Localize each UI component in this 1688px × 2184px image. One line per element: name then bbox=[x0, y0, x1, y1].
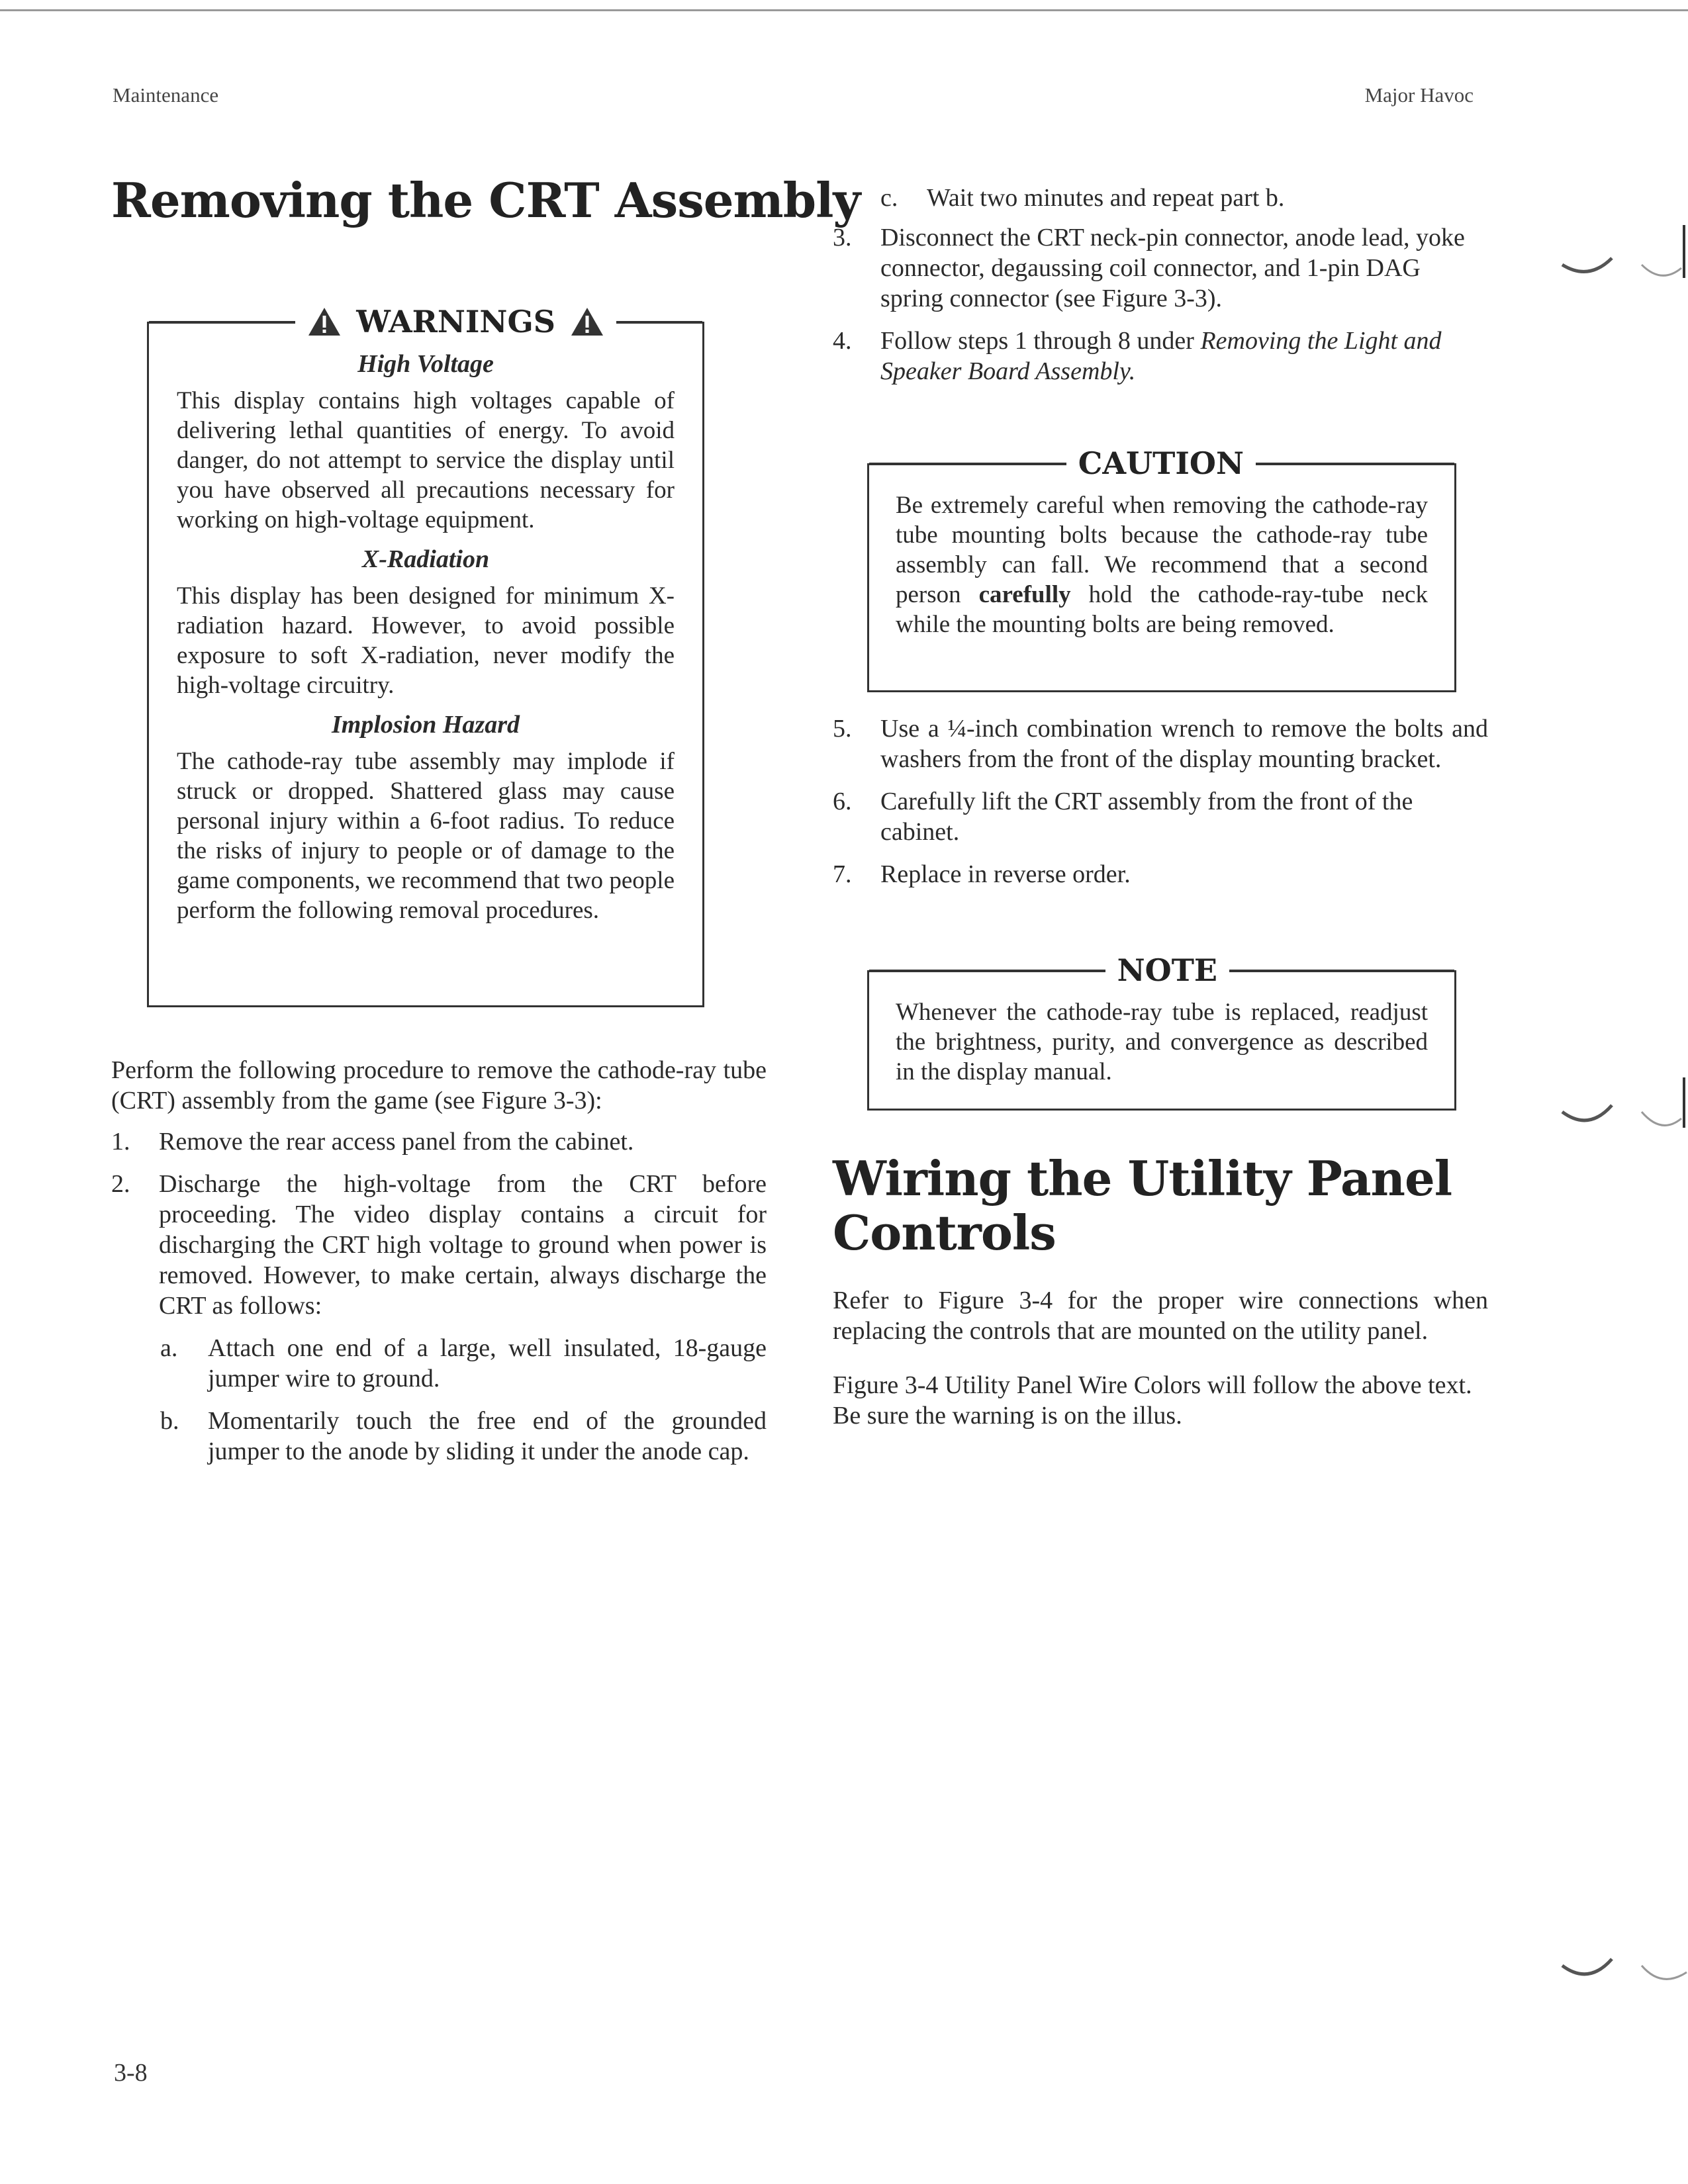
list-item: 1. Remove the rear access panel from the cabinet. bbox=[111, 1128, 634, 1156]
warnings-title: WARNINGS bbox=[295, 304, 616, 340]
warnings-title-row bbox=[149, 304, 702, 340]
caution-box bbox=[867, 445, 1456, 692]
note-title-row bbox=[869, 952, 1454, 988]
section-title-wiring: Wiring the Utility Panel Controls bbox=[833, 1150, 1452, 1261]
list-item: 4. Follow steps 1 through 8 under Removing the Light and Speaker Board Assembly. bbox=[833, 327, 1442, 385]
list-item: 7. Replace in reverse order. bbox=[833, 860, 1131, 888]
warnings-box bbox=[147, 304, 704, 1007]
right-steps-top bbox=[833, 183, 1488, 387]
list-item: 2. Discharge the high-voltage from the CRT before proceeding. The video display contains a circuit for discharging the CRT high voltage to ground when power is removed. However, to make certain, always discharge the CRT as follows: bbox=[111, 1170, 767, 1320]
caution-title-row bbox=[869, 445, 1454, 481]
running-header-left: Maintenance bbox=[113, 83, 219, 107]
warning-heading-high-voltage: High Voltage bbox=[357, 350, 494, 378]
list-item: 3. Disconnect the CRT neck-pin connector, anode lead, yoke connector, degaussing coil connector, and 1-pin DAG spring connector (see Figure 3-3). bbox=[833, 224, 1465, 312]
caution-text: Be extremely careful when removing the cathode-ray tube mounting bolts because the cathode-ray tube assembly can fall. We recommend that a second person carefully hold the cathode-ray-tube neck while the mounting bolts are being removed. bbox=[896, 492, 1428, 638]
caution-title: CAUTION bbox=[1066, 445, 1256, 481]
right-steps-mid bbox=[833, 713, 1488, 889]
note-box bbox=[867, 952, 1456, 1111]
figure-placeholder-note: Figure 3-4 Utility Panel Wire Colors will follow the above text. Be sure the warning is on the illus. bbox=[833, 1371, 1472, 1430]
warning-text-high-voltage: This display contains high voltages capable of delivering lethal quantities of energy. To avoid danger, do not attempt to service the display until you have observed all precautions necessary for working on high-voltage equipment. bbox=[177, 387, 675, 533]
binder-ring-mark bbox=[1556, 218, 1688, 311]
page-number: 3-8 bbox=[114, 2059, 148, 2087]
procedure-block bbox=[111, 1055, 767, 1467]
warnings-content bbox=[177, 346, 675, 925]
list-subitem: a. Attach one end of a large, well insulated, 18-gauge jumper wire to ground. bbox=[160, 1334, 767, 1392]
list-subitem: c. Wait two minutes and repeat part b. bbox=[880, 184, 1285, 212]
note-text: Whenever the cathode-ray tube is replaced, readjust the brightness, purity, and convergence as described in the display manual. bbox=[896, 999, 1428, 1085]
top-edge-rule bbox=[0, 9, 1688, 11]
procedure-intro: Perform the following procedure to remove the cathode-ray tube (CRT) assembly from the game (see Figure 3-3): bbox=[111, 1056, 767, 1115]
note-title: NOTE bbox=[1105, 952, 1229, 988]
list-item: 5. Use a ¼-inch combination wrench to remove the bolts and washers from the front of the display mounting bracket. bbox=[833, 715, 1488, 773]
running-header-right: Major Havoc bbox=[1364, 83, 1474, 107]
warning-triangle-icon bbox=[307, 306, 342, 337]
list-subitem: b. Momentarily touch the free end of the grounded jumper to the anode by sliding it under the anode cap. bbox=[160, 1407, 767, 1465]
warning-heading-implosion: Implosion Hazard bbox=[331, 711, 520, 739]
section-title: Removing the CRT Assembly bbox=[111, 172, 861, 228]
warning-text-x-radiation: This display has been designed for minimum X-radiation hazard. However, to avoid possible exposure to soft X-radiation, never modify the high-voltage circuitry. bbox=[177, 582, 675, 699]
binder-ring-mark bbox=[1556, 1072, 1688, 1158]
warning-heading-x-radiation: X-Radiation bbox=[361, 545, 490, 573]
wiring-paragraph: Refer to Figure 3-4 for the proper wire connections when replacing the controls that are mounted on the utility panel. bbox=[833, 1287, 1488, 1345]
warning-text-implosion: The cathode-ray tube assembly may implode if struck or dropped. Shattered glass may cause personal injury within a 6-foot radius. To reduce the risks of injury to people or of damage to the game components, we recommend that two people perform the following removal procedures. bbox=[177, 748, 675, 924]
warning-triangle-icon bbox=[570, 306, 604, 337]
wiring-content bbox=[833, 1285, 1488, 1431]
binder-ring-mark bbox=[1556, 1933, 1688, 2005]
list-item: 6. Carefully lift the CRT assembly from the front of the cabinet. bbox=[833, 788, 1413, 846]
